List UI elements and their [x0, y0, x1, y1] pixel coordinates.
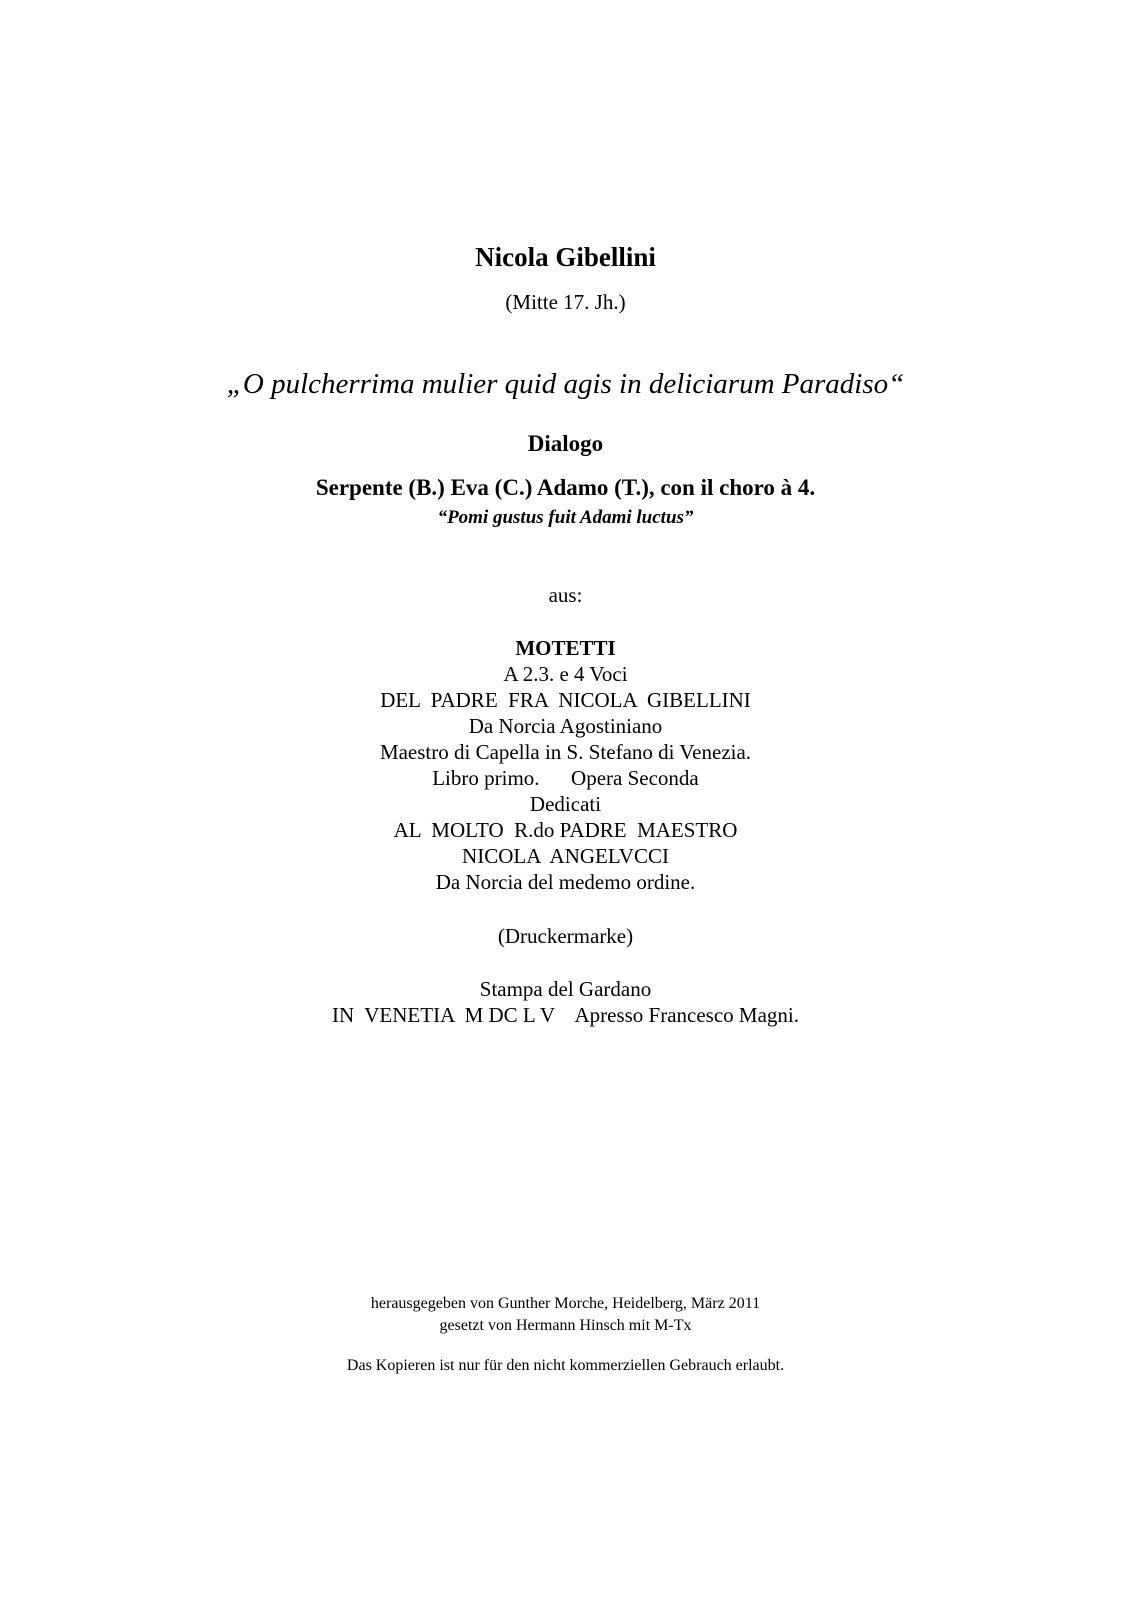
imprint-line: Stampa del Gardano	[479, 977, 652, 1001]
source-title: MOTETTI	[515, 636, 616, 660]
source-line: Libro primo. Opera Seconda	[432, 766, 699, 790]
source-line: A 2.3. e 4 Voci	[503, 662, 628, 686]
work-motto: “Pomi gustus fuit Adami luctus”	[437, 507, 694, 528]
copy-notice: Das Kopieren ist nur für den nicht kommerziellen Gebrauch erlaubt.	[346, 1357, 785, 1374]
source-line: Da Norcia Agostiniano	[468, 714, 663, 738]
work-genre: Dialogo	[527, 431, 604, 456]
source-line: DEL PADRE FRA NICOLA GIBELLINI	[380, 688, 751, 712]
source-line: NICOLA ANGELVCCI	[462, 844, 669, 868]
composer-dates: (Mitte 17. Jh.)	[505, 290, 626, 314]
credits-line: herausgegeben von Gunther Morche, Heidelberg, März 2011	[370, 1295, 761, 1312]
printer-mark: (Druckermarke)	[497, 924, 634, 948]
source-line: Dedicati	[529, 792, 602, 816]
source-intro: aus:	[548, 583, 583, 607]
source-line: Da Norcia del medemo ordine.	[435, 870, 696, 894]
work-title: „O pulcherrima mulier quid agis in deliciarum Paradiso“	[226, 368, 905, 400]
work-voices: Serpente (B.) Eva (C.) Adamo (T.), con il choro à 4.	[315, 475, 816, 500]
composer-name: Nicola Gibellini	[475, 242, 656, 272]
source-line: Maestro di Capella in S. Stefano di Venezia.	[379, 740, 752, 764]
credits-line: gesetzt von Hermann Hinsch mit M-Tx	[439, 1317, 692, 1334]
source-line: AL MOLTO R.do PADRE MAESTRO	[393, 818, 738, 842]
imprint-line: IN VENETIA M DC L V Apresso Francesco Magni.	[331, 1003, 799, 1027]
